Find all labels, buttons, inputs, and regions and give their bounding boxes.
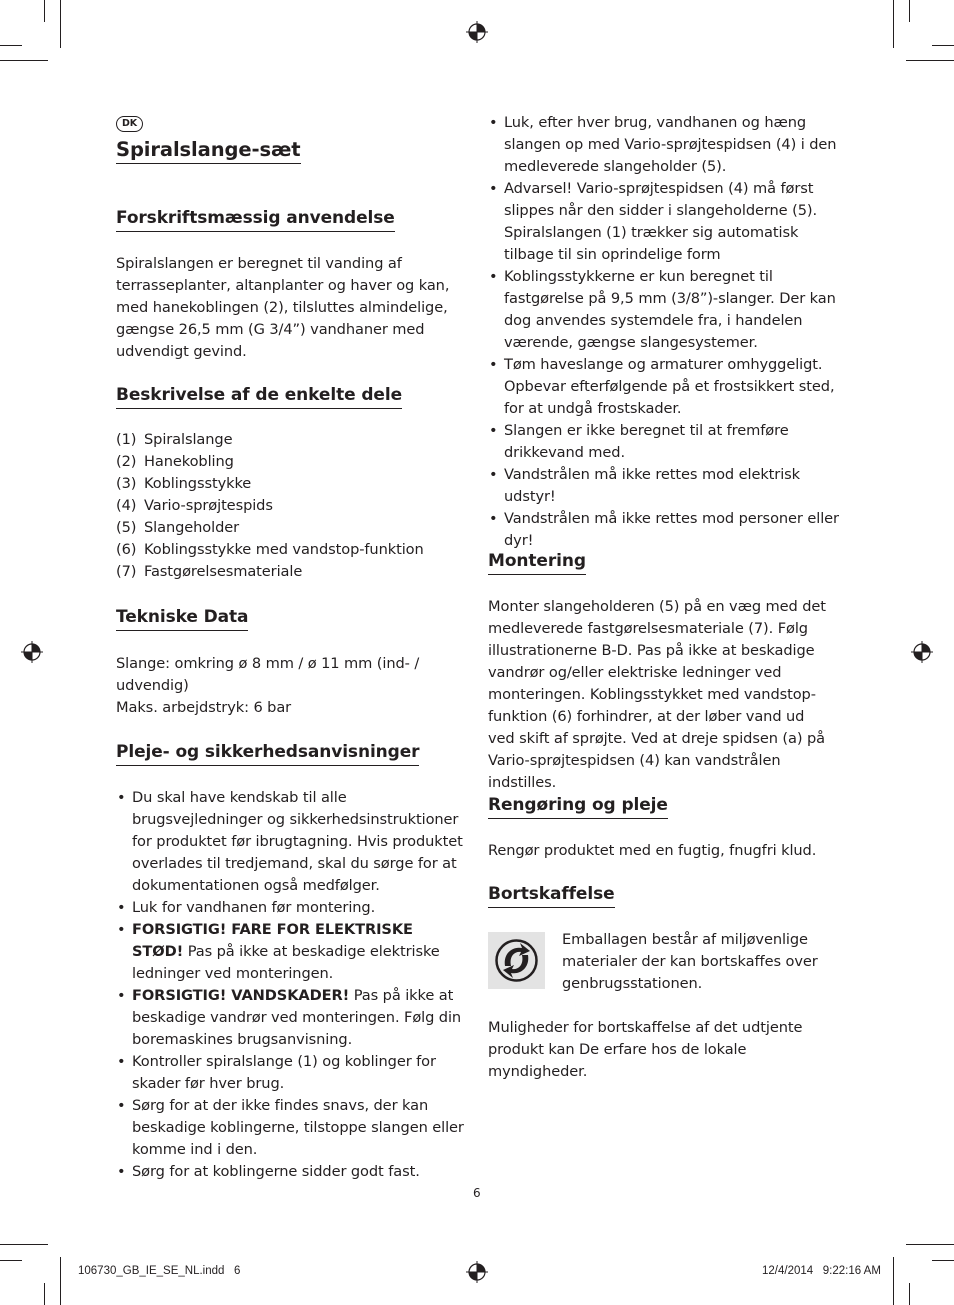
safety-list	[116, 787, 464, 1183]
registration-mark-icon	[911, 641, 933, 663]
crop-mark	[44, 1283, 45, 1305]
list-item: • FORSIGTIG! VANDSKADER! Pas på ikke at beskadige vandrør ved monteringen. Følg din boremaskines brugsanvisning.	[116, 985, 464, 1051]
disposal-text: Muligheder for bortskaffelse af det udtjente produkt kan De erfare hos de lokale myndigheder.	[488, 1019, 803, 1080]
list-item: • FORSIGTIG! FARE FOR ELEKTRISKE STØD! Pas på ikke at beskadige elektriske ledninger ved monteringen.	[116, 919, 464, 985]
crop-mark	[60, 0, 61, 48]
crop-mark	[909, 1283, 910, 1305]
crop-mark	[906, 1244, 954, 1245]
registration-mark-icon	[21, 641, 43, 663]
list-item: (5) Slangeholder	[116, 519, 240, 536]
list-item: • Du skal have kendskab til alle brugsvejledninger og sikkerhedsinstruktioner for produktet før ibrugtagning. Hvis produktet overlades til tredjemand, skal du sørge for at dokumentationen også medfølger.	[116, 787, 464, 897]
language-badge: DK	[116, 116, 143, 132]
section-heading: Montering	[488, 550, 586, 575]
crop-mark	[0, 45, 22, 46]
crop-mark	[932, 1260, 954, 1261]
page-number: 6	[473, 1186, 481, 1200]
list-item: • Sørg for at koblingerne sidder godt fast.	[116, 1161, 464, 1183]
registration-mark-icon	[466, 21, 488, 43]
safety-list-continued	[488, 112, 843, 552]
crop-mark	[932, 45, 954, 46]
list-item: • Advarsel! Vario-sprøjtespidsen (4) må først slippes når den sidder i slangeholderne (5). Spiralslangen (1) trækker sig automatisk tilbage til sin oprindelige form	[488, 178, 843, 266]
section-heading: Beskrivelse af de enkelte dele	[116, 384, 402, 409]
list-item: (3) Koblingsstykke	[116, 475, 252, 492]
list-item: (4) Vario-sprøjtespids	[116, 497, 273, 514]
section-text: Spiralslangen er beregnet til vanding af terrasseplanter, altanplanter og haver og kan, med hanekoblingen (2), tilsluttes almindelige, gængse 26,5 mm (G 3/4”) vandhaner med udvendigt gevind.	[116, 255, 450, 360]
tech-data-line: Maks. arbejdstryk: 6 bar	[116, 699, 292, 716]
footer-timestamp: 12/4/2014 9:22:16 AM	[762, 1265, 881, 1277]
recycling-green-dot-icon	[488, 932, 545, 989]
section-heading: Forskriftsmæssig anvendelse	[116, 207, 395, 232]
list-item: (6) Koblingsstykke med vandstop-funktion	[116, 541, 424, 558]
disposal-text: Emballagen består af miljøvenlige materialer der kan bortskaffes over genbrugsstationen.	[562, 931, 818, 992]
section-heading: Bortskaffelse	[488, 883, 615, 908]
list-item: • Slangen er ikke beregnet til at fremføre drikkevand med.	[488, 420, 843, 464]
list-item: • Tøm haveslange og armaturer omhyggeligt. Opbevar efterfølgende på et frostsikkert sted, for at undgå frostskader.	[488, 354, 843, 420]
list-item: • Kontroller spiralslange (1) og koblinger for skader før hver brug.	[116, 1051, 464, 1095]
crop-mark	[893, 1257, 894, 1305]
crop-mark	[44, 0, 45, 22]
section-heading: Tekniske Data	[116, 606, 248, 631]
parts-list	[116, 429, 464, 583]
section-heading: Rengøring og pleje	[488, 794, 668, 819]
list-item: • Vandstrålen må ikke rettes mod elektrisk udstyr!	[488, 464, 843, 508]
list-item: • Luk, efter hver brug, vandhanen og hæng slangen op med Vario-sprøjtespidsen (4) i den medleverede slangeholder (5).	[488, 112, 843, 178]
list-item: (1) Spiralslange	[116, 431, 233, 448]
crop-mark	[893, 0, 894, 48]
tech-data-line: Slange: omkring ø 8 mm / ø 11 mm (ind- / udvendig)	[116, 655, 420, 694]
crop-mark	[60, 1257, 61, 1305]
section-text: Rengør produktet med en fugtig, fnugfri klud.	[488, 842, 817, 859]
crop-mark	[909, 0, 910, 22]
list-item: (2) Hanekobling	[116, 453, 234, 470]
list-item: • Sørg for at der ikke findes snavs, der kan beskadige koblingerne, tilstoppe slangen eller komme ind i den.	[116, 1095, 464, 1161]
list-item: (7) Fastgørelsesmateriale	[116, 563, 303, 580]
list-item: • Vandstrålen må ikke rettes mod personer eller dyr!	[488, 508, 843, 552]
crop-mark	[0, 60, 48, 61]
footer-filename: 106730_GB_IE_SE_NL.indd 6	[78, 1265, 241, 1277]
section-heading: Pleje- og sikkerhedsanvisninger	[116, 741, 419, 766]
crop-mark	[0, 1260, 22, 1261]
section-text: Monter slangeholderen (5) på en væg med det medleverede fastgørelsesmateriale (7). Følg illustrationerne B-D. Pas på ikke at beskadige vandrør og/eller elektriske ledninger ved monteringen. Koblingsstykket med vandstop-funktion (6) forhindrer, at der løber vand ud ved skift af sprøjte. Ved at dreje spidsen (a) på Vario-sprøjtespidsen (4) kan vandstrålen indstilles.	[488, 598, 826, 791]
list-item: • Luk for vandhanen før montering.	[116, 897, 464, 919]
registration-mark-icon	[466, 1261, 488, 1283]
list-item: • Koblingsstykkerne er kun beregnet til fastgørelse på 9,5 mm (3/8”)-slanger. Der kan dog anvendes systemdele fra, i handelen værende, gængse slangesystemer.	[488, 266, 843, 354]
crop-mark	[906, 60, 954, 61]
page-title: Spiralslange-sæt	[116, 138, 301, 164]
crop-mark	[0, 1244, 48, 1245]
